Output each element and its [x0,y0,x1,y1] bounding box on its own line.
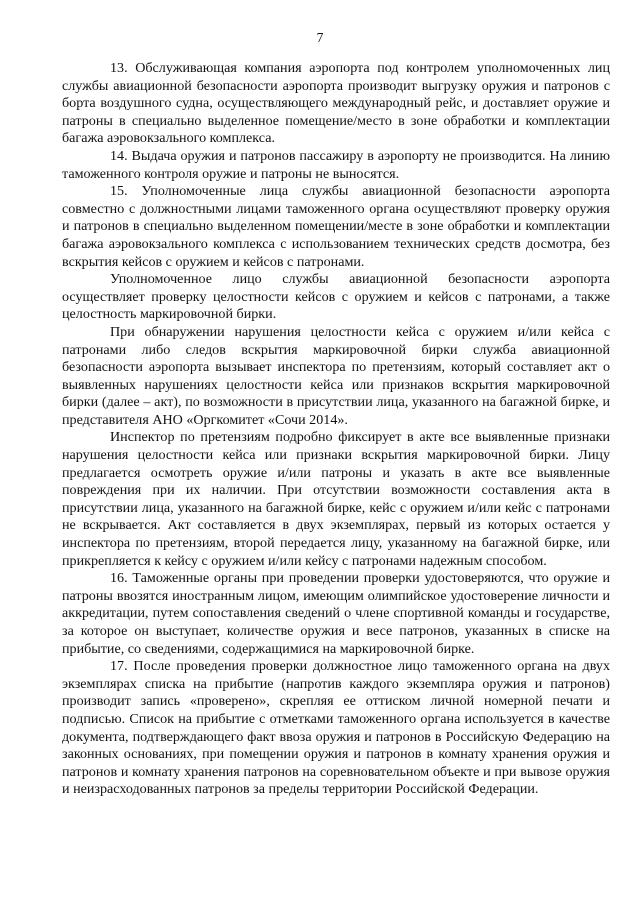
paragraph-15-violation: При обнаружении нарушения целостности кейса с оружием и/или кейса с патронами либо следов вскрытия маркировочной бирки служба авиационной безопасности аэропорта вызывает инспектора по претензиям, который составляет акт о выявленных нарушениях целостности кейса или признаков вскрытия маркировочной бирки (далее – акт), по возможности в присутствии лица, указанного на багажной бирке, и представителя АНО «Оргкомитет «Сочи 2014». [62,323,610,428]
paragraph-15-integrity-check: Уполномоченное лицо службы авиационной безопасности аэропорта осуществляет проверку целостности кейсов с оружием и кейсов с патронами, а также целостность маркировочной бирки. [62,271,610,323]
page-number: 7 [316,30,324,45]
paragraph-16: 16. Таможенные органы при проведении проверки удостоверяются, что оружие и патроны ввозятся иностранным лицом, имеющим олимпийское удостоверение личности и аккредитации, путем сопоставления сведений о члене спортивной команды и государстве, за которое он выступает, количестве оружия и весе патронов, указанных в списке на прибытие, со сведениями, содержащимися на маркировочной бирке. [62,570,610,657]
paragraph-15: 15. Уполномоченные лица службы авиационной безопасности аэропорта совместно с должностными лицами таможенного органа осуществляют проверку оружия и патронов в специально выделенном помещении/месте в зоне обработки и комплектации багажа аэровокзального комплекса с использованием технических средств досмотра, без вскрытия кейсов с оружием и кейсов с патронами. [62,183,610,270]
paragraph-13: 13. Обслуживающая компания аэропорта под контролем уполномоченных лиц службы авиационной безопасности аэропорта производит выгрузку оружия и патронов с борта воздушного судна, осуществляющего международный рейс, и доставляет оружие и патроны в специально выделенное помещение/место в зоне обработки и комплектации багажа аэровокзального комплекса. [62,60,610,147]
paragraph-14: 14. Выдача оружия и патронов пассажиру в аэропорту не производится. На линию таможенного контроля оружие и патроны не выносятся. [62,147,610,182]
paragraph-15-inspector-act: Инспектор по претензиям подробно фиксирует в акте все выявленные признаки нарушения целостности кейса или признаки вскрытия маркировочной бирки. Лицу предлагается осмотреть оружие и/или патроны и указать в акте все выявленные повреждения при их наличии. При отсутствии возможности составления акта в присутствии лица, указанного на багажной бирке, кейс с оружием и/или кейс с патронами не вскрывается. Акт составляется в двух экземплярах, первый из которых остается у инспектора по претензиям, второй передается лицу, указанному на багажной бирке, или прикрепляется к кейсу с оружием и/или кейсу с патронами надежным способом. [62,429,610,569]
paragraph-17: 17. После проведения проверки должностное лицо таможенного органа на двух экземплярах списка на прибытие (напротив каждого экземпляра оружия и патронов) производит запись «проверено», скрепляя ее оттиском личной номерной печати и подписью. Список на прибытие с отметками таможенного органа используется в качестве документа, подтверждающего факт ввоза оружия и патронов в Российскую Федерацию на законных основаниях, при помещении оружия и патронов в комнату хранения оружия и патронов и комнату хранения патронов на соревновательном объекте и при вывозе оружия и неизрасходованных патронов за пределы территории Российской Федерации. [62,658,610,798]
document-body [62,60,610,799]
